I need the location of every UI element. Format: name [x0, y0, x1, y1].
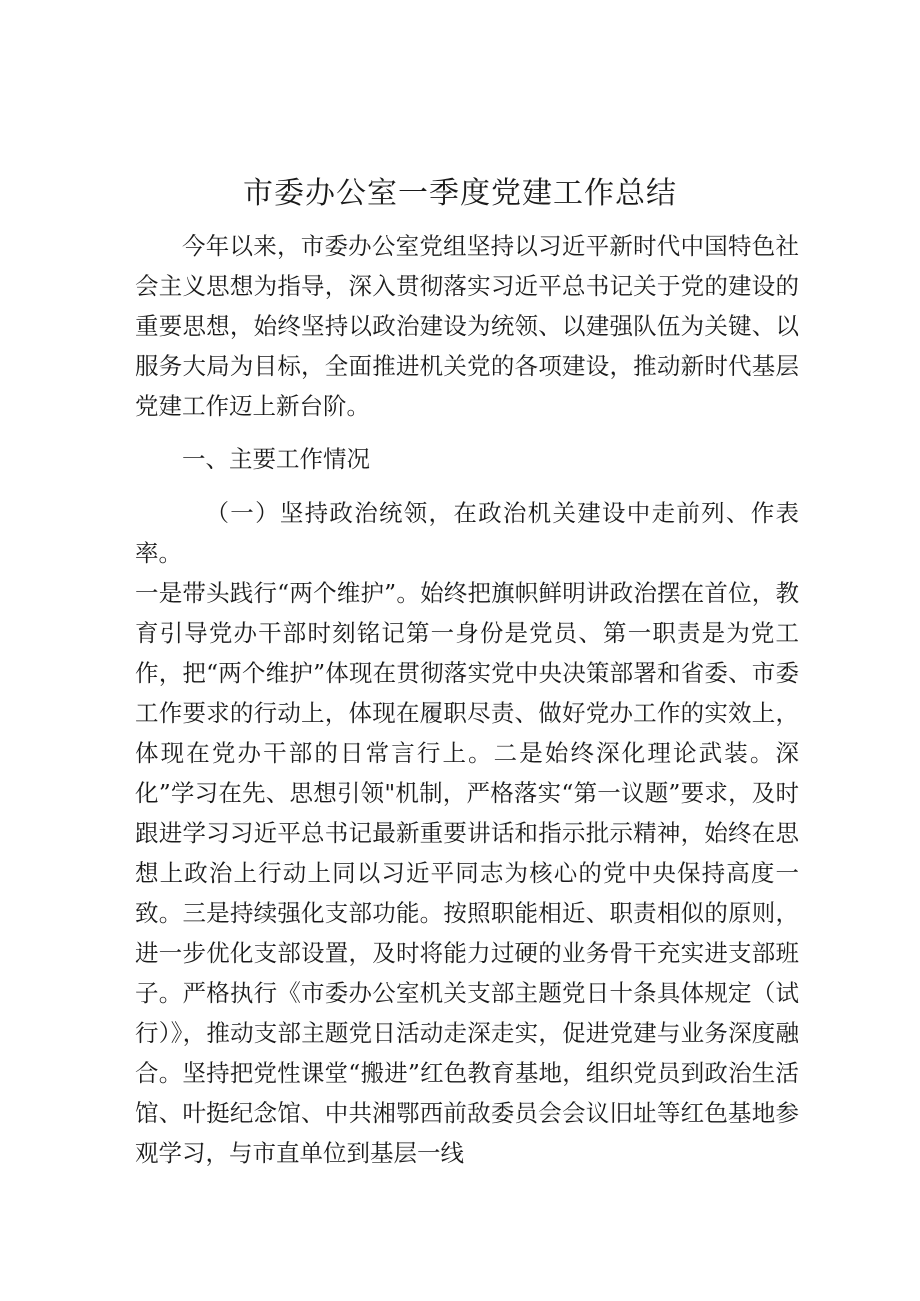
subsection-lead: （一）坚持政治统领，在政治机关建设中走前列、作表率。	[135, 499, 799, 567]
section-heading: 一、主要工作情况	[182, 445, 370, 473]
intro-paragraph: 今年以来，市委办公室党组坚持以习近平新时代中国特色社会主义思想为指导，深入贯彻落实习近平总书记关于党的建设的重要思想，始终坚持以政治建设为统领、以建强队伍为关键、以服务大局为目标，全面推进机关党的各项建设，推动新时代基层党建工作迈上新台阶。	[135, 232, 799, 420]
document-body	[135, 226, 799, 1173]
document-title: 市委办公室一季度党建工作总结	[243, 176, 677, 211]
subsection-body: 一是带头践行“两个维护”。始终把旗帜鲜明讲政治摆在首位，教育引导党办干部时刻铭记第一身份是党员、第一职责是为党工作，把“两个维护”体现在贯彻落实党中央决策部署和省委、市委工作要求的行动上，体现在履职尽责、做好党办工作的实效上，体现在党办干部的日常言行上。二是始终深化理论武装。深化”学习在先、思想引领"机制，严格落实“第一议题”要求，及时跟进学习习近平总书记最新重要讲话和指示批示精神，始终在思想上政治上行动上同以习近平同志为核心的党中央保持高度一致。三是持续强化支部功能。按照职能相近、职责相似的原则，进一步优化支部设置，及时将能力过硬的业务骨干充实进支部班子。严格执行《市委办公室机关支部主题党日十条具体规定（试行）》，推动支部主题党日活动走深走实，促进党建与业务深度融合。坚持把党性课堂“搬进”红色教育基地，组织党员到政治生活馆、叶挺纪念馆、中共湘鄂西前敌委员会会议旧址等红色基地参观学习，与市直单位到基层一线	[135, 579, 799, 1167]
